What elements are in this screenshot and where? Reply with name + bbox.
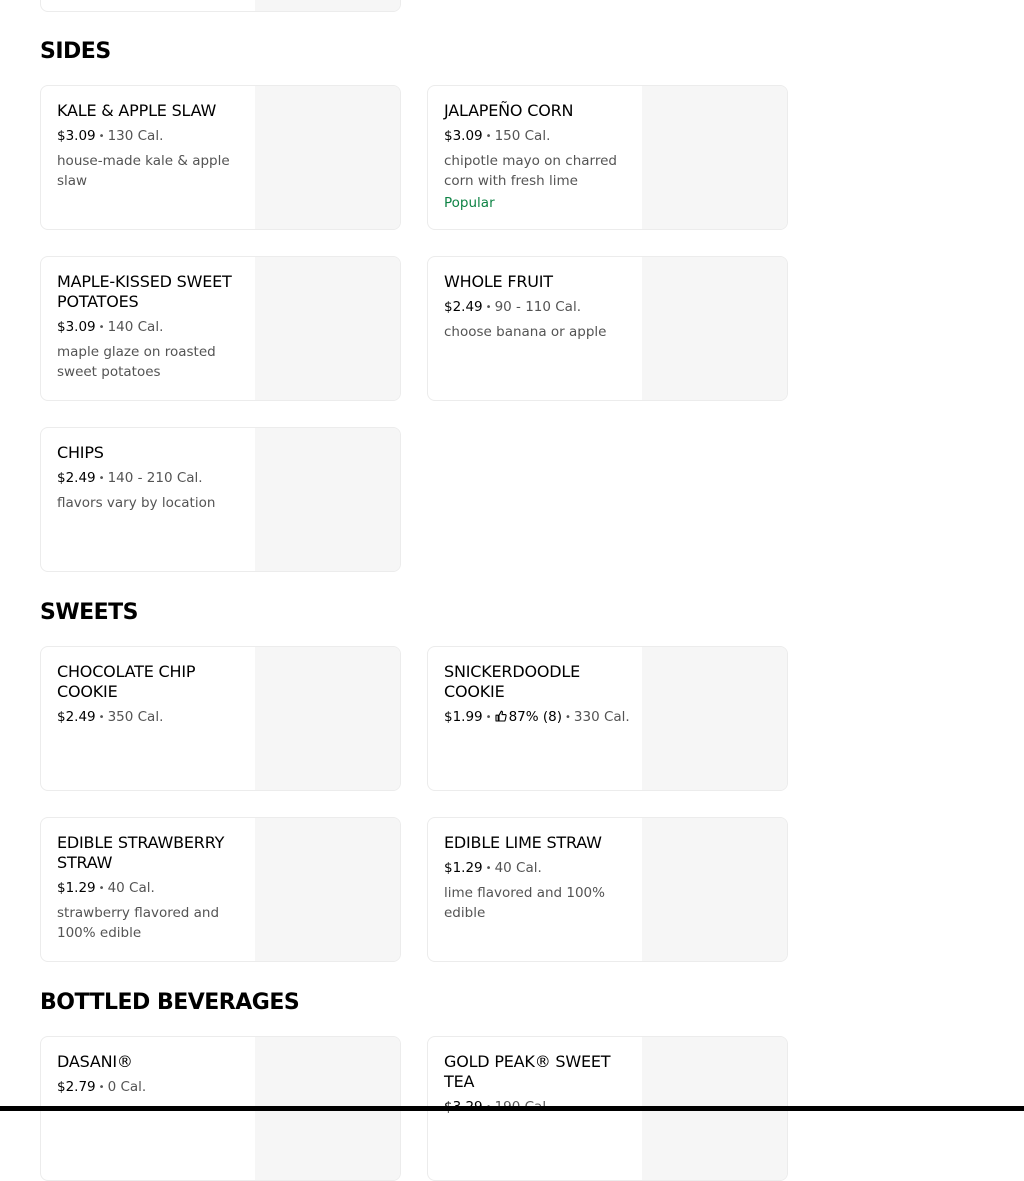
menu-item-card[interactable] xyxy=(40,0,401,12)
section-title-sides: SIDES xyxy=(40,39,111,64)
item-name: WHOLE FRUIT xyxy=(444,272,553,291)
item-name: CHOCOLATE CHIP COOKIE xyxy=(57,662,196,701)
menu-item-whole-fruit[interactable] xyxy=(427,256,788,401)
item-name: SNICKERDOODLE COOKIE xyxy=(444,662,580,701)
separator-dot: • xyxy=(485,863,492,874)
separator-dot: • xyxy=(485,302,492,313)
item-calories: 130 Cal. xyxy=(107,128,164,144)
section-title-sweets: SWEETS xyxy=(40,600,139,625)
item-meta xyxy=(57,126,243,147)
item-description: strawberry flavored and 100% edible xyxy=(57,905,220,941)
separator-dot: • xyxy=(98,131,105,142)
item-description: house-made kale & apple slaw xyxy=(57,153,230,189)
thumbs-up-icon xyxy=(495,710,507,722)
item-price: $2.79 xyxy=(57,1079,96,1095)
separator-dot: • xyxy=(564,712,571,723)
item-image-placeholder xyxy=(255,818,400,961)
item-meta xyxy=(57,878,243,899)
item-price: $1.99 xyxy=(444,709,483,725)
item-calories: 350 Cal. xyxy=(107,709,164,725)
item-meta xyxy=(444,126,630,147)
item-meta xyxy=(444,297,630,318)
item-name: DASANI® xyxy=(57,1052,133,1071)
separator-dot: • xyxy=(98,473,105,484)
item-price: $2.49 xyxy=(444,299,483,315)
item-name: CHIPS xyxy=(57,443,104,462)
menu-item-edible-lime-straw[interactable] xyxy=(427,817,788,962)
item-image-placeholder xyxy=(255,428,400,571)
item-image-placeholder xyxy=(255,0,400,11)
item-calories: 90 - 110 Cal. xyxy=(494,299,581,315)
menu-item-chips[interactable] xyxy=(40,427,401,572)
separator-dot: • xyxy=(98,1082,105,1093)
item-calories: 330 Cal. xyxy=(573,709,630,725)
item-description: chipotle mayo on charred corn with fresh lime xyxy=(444,153,617,189)
item-description: maple glaze on roasted sweet potatoes xyxy=(57,344,216,380)
menu-item-chocolate-chip-cookie[interactable] xyxy=(40,646,401,791)
separator-dot: • xyxy=(98,883,105,894)
separator-dot: • xyxy=(485,131,492,142)
item-name: JALAPEÑO CORN xyxy=(444,101,574,120)
item-calories: 0 Cal. xyxy=(107,1079,147,1095)
item-price: $3.09 xyxy=(57,319,96,335)
item-meta xyxy=(57,468,243,489)
item-calories: 40 Cal. xyxy=(494,860,542,876)
item-name: EDIBLE LIME STRAW xyxy=(444,833,602,852)
item-image-placeholder xyxy=(642,647,787,790)
item-description: flavors vary by location xyxy=(57,495,216,511)
menu-item-kale-apple-slaw[interactable] xyxy=(40,85,401,230)
popular-badge: Popular xyxy=(444,195,495,211)
item-calories: 140 - 210 Cal. xyxy=(107,470,203,486)
item-name: EDIBLE STRAWBERRY STRAW xyxy=(57,833,225,872)
separator-dot: • xyxy=(98,322,105,333)
item-image-placeholder xyxy=(642,86,787,229)
item-meta xyxy=(57,707,243,728)
menu-item-snickerdoodle-cookie[interactable] xyxy=(427,646,788,791)
menu-item-maple-kissed-sweet-potatoes[interactable] xyxy=(40,256,401,401)
item-name: MAPLE-KISSED SWEET POTATOES xyxy=(57,272,232,311)
item-description: choose banana or apple xyxy=(444,324,607,340)
item-image-placeholder xyxy=(642,257,787,400)
item-image-placeholder xyxy=(642,818,787,961)
item-price: $3.09 xyxy=(57,128,96,144)
item-price: $1.29 xyxy=(444,860,483,876)
item-image-placeholder xyxy=(255,86,400,229)
item-calories: 140 Cal. xyxy=(107,319,164,335)
item-meta xyxy=(57,1077,243,1098)
item-price: $1.29 xyxy=(57,880,96,896)
separator-dot: • xyxy=(98,712,105,723)
item-name: GOLD PEAK® SWEET TEA xyxy=(444,1052,611,1091)
item-calories: 40 Cal. xyxy=(107,880,155,896)
section-title-bottled-beverages: BOTTLED BEVERAGES xyxy=(40,990,300,1015)
item-price: $3.09 xyxy=(444,128,483,144)
item-meta xyxy=(444,858,630,879)
item-calories: 150 Cal. xyxy=(494,128,551,144)
item-price: $2.49 xyxy=(57,709,96,725)
item-meta xyxy=(57,317,243,338)
item-image-placeholder xyxy=(255,257,400,400)
menu-item-jalapeno-corn[interactable] xyxy=(427,85,788,230)
bottom-bar xyxy=(0,1106,1024,1111)
item-description: lime flavored and 100% edible xyxy=(444,885,605,921)
item-rating: 87% (8) xyxy=(508,709,562,725)
item-meta xyxy=(444,707,630,728)
item-price: $2.49 xyxy=(57,470,96,486)
item-name: KALE & APPLE SLAW xyxy=(57,101,217,120)
separator-dot: • xyxy=(485,712,492,723)
item-image-placeholder xyxy=(255,647,400,790)
menu-item-edible-strawberry-straw[interactable] xyxy=(40,817,401,962)
